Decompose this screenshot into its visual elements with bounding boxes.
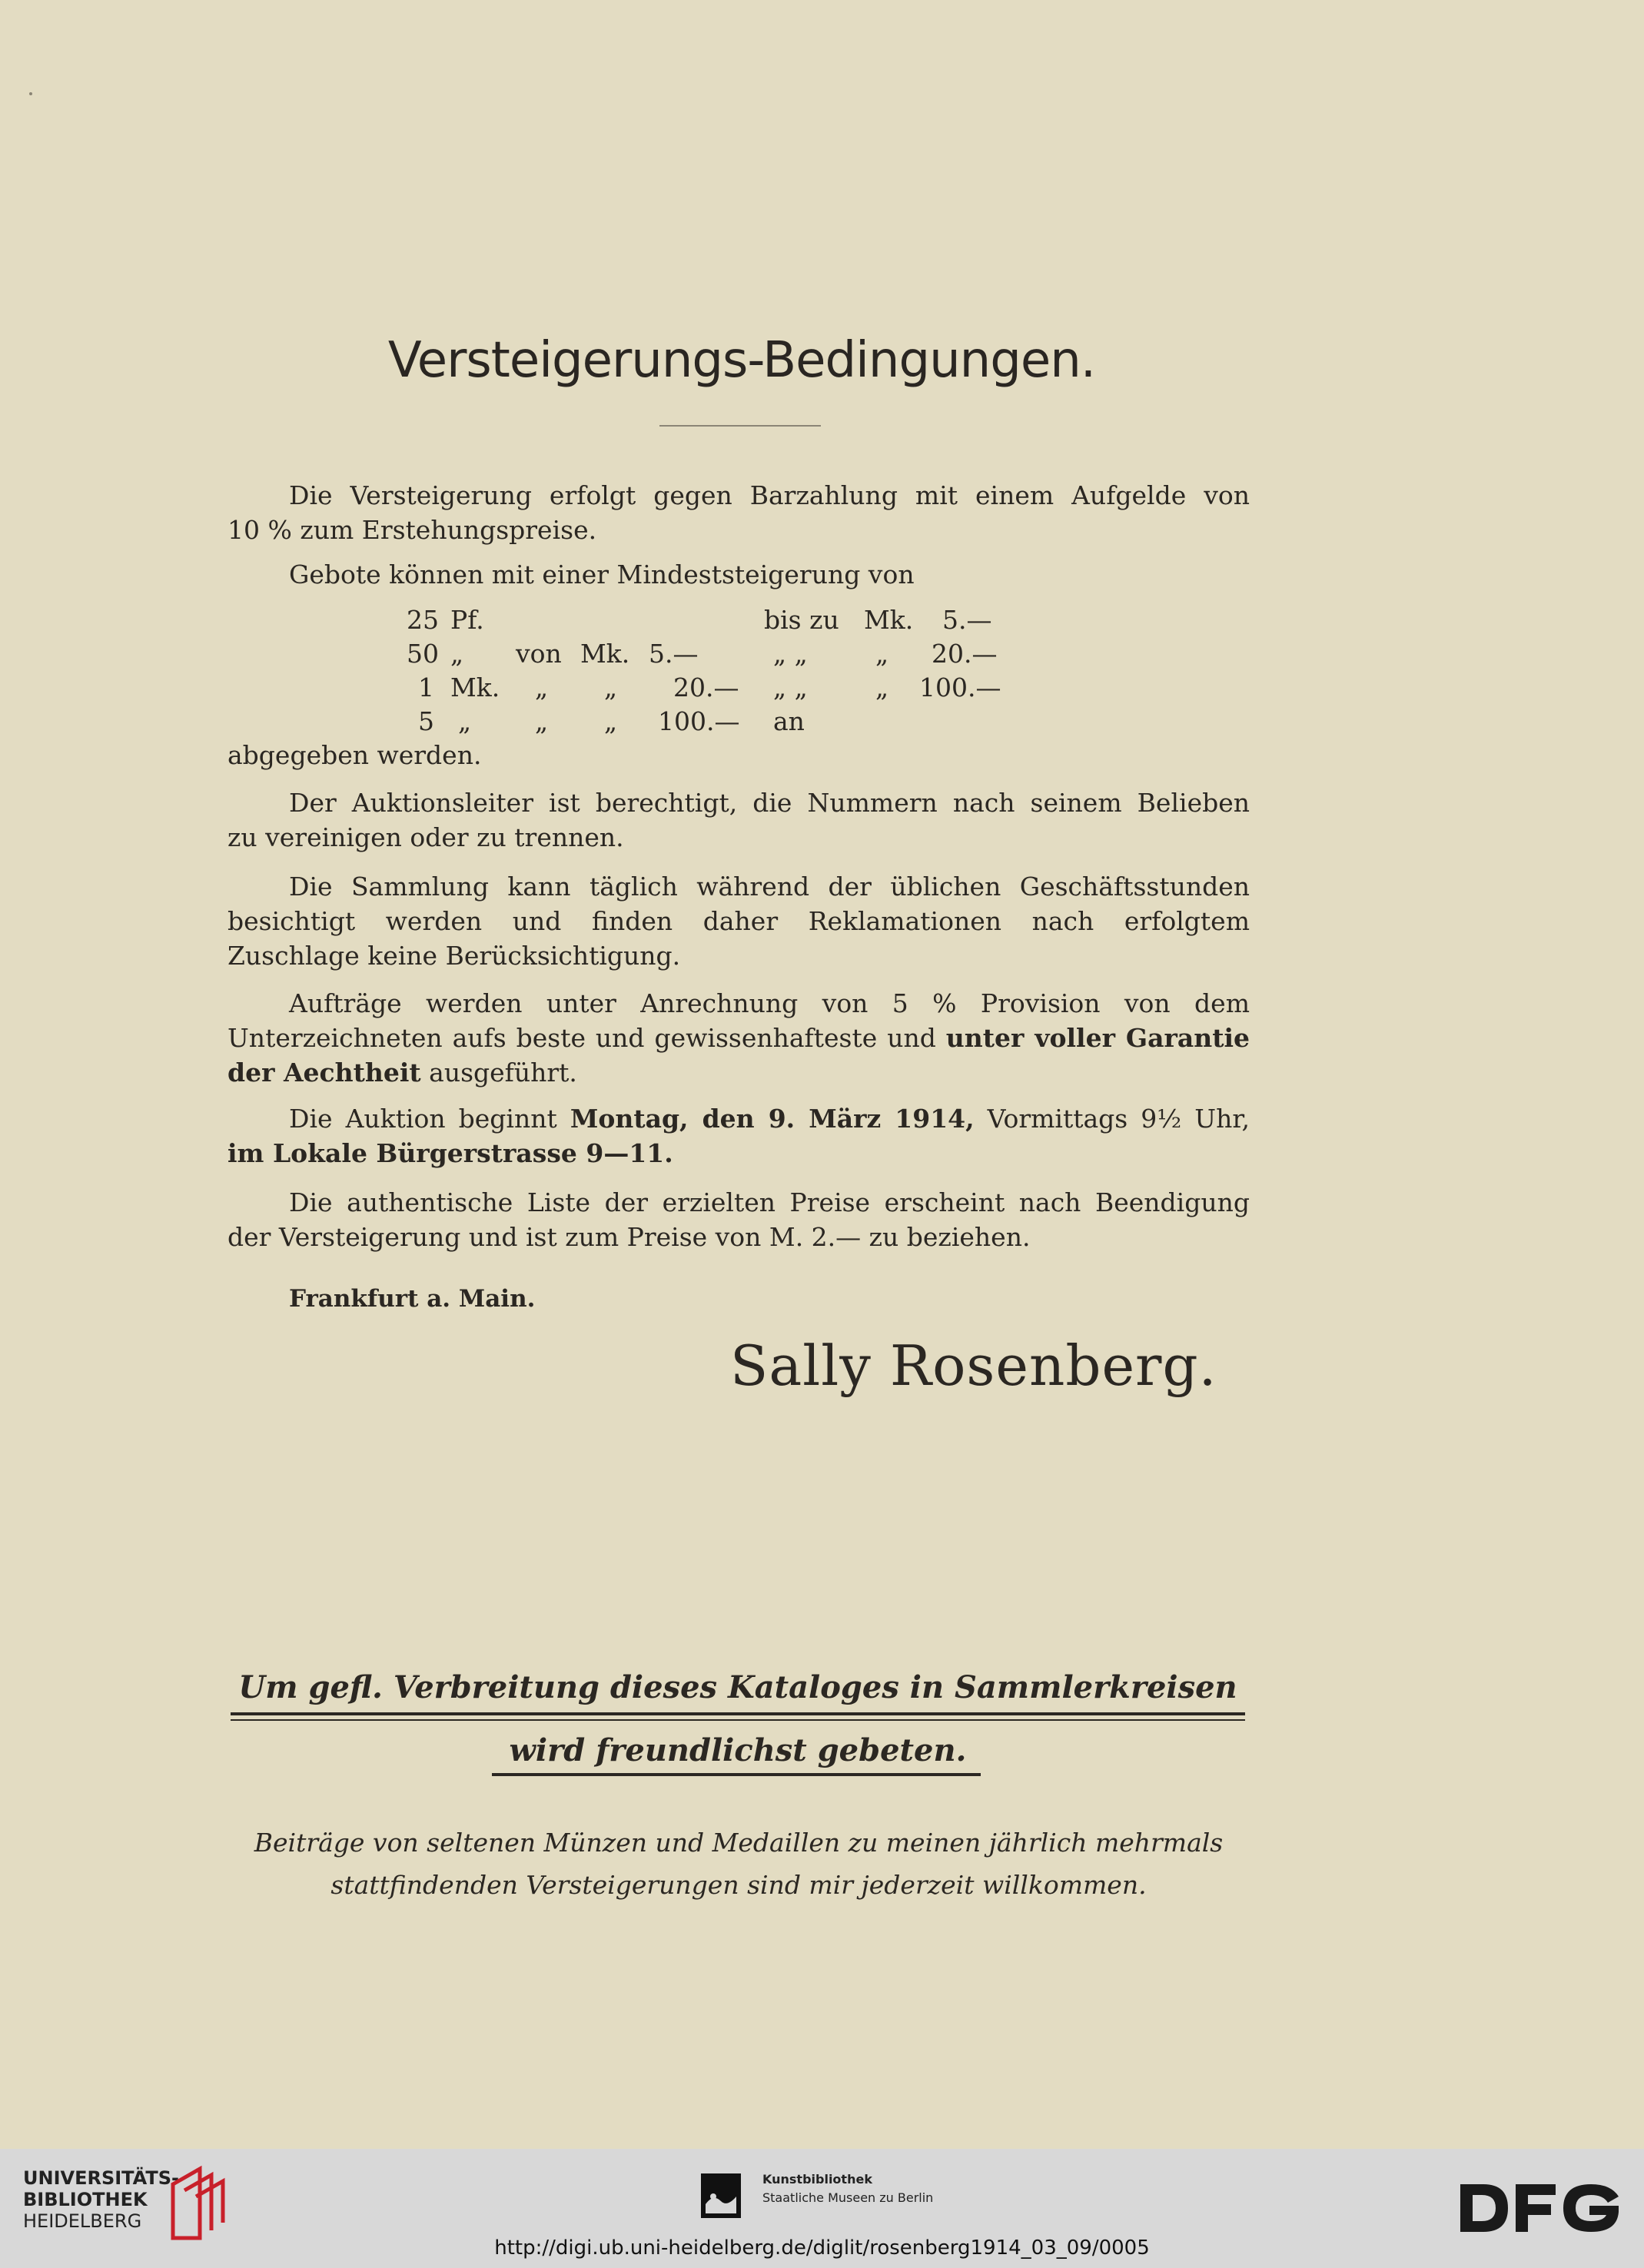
to-label: bis zu: [764, 605, 839, 635]
text-line: Zuschlage keine Berücksichtigung.: [228, 941, 681, 971]
dfg-logo-icon: [1460, 2181, 1622, 2235]
text-line: Die authentische Liste der erzielten Preise erscheint nach Beendigung: [289, 1187, 1250, 1217]
increment-unit: „: [458, 706, 472, 736]
table-row: [228, 705, 1073, 739]
kunstbibliothek-logo-icon: [701, 2173, 741, 2218]
increment-amount: 50: [407, 639, 439, 669]
contribution-note: [228, 1821, 1250, 1906]
paragraph-bids-end: [228, 738, 1250, 772]
to-unit: „: [875, 639, 889, 669]
notice-line-2: wird freundlichst gebeten.: [509, 1732, 967, 1768]
table-row: [228, 603, 1073, 637]
paragraph-commissions: [228, 986, 1250, 1090]
from-value: 5.—: [649, 639, 699, 669]
bold-run: Montag, den 9. März 1914,: [570, 1104, 975, 1134]
text-run: ausgeführt.: [420, 1058, 577, 1088]
from-value: 20.—: [673, 672, 739, 702]
text-line: Gebote können mit einer Mindeststeigerung von: [289, 560, 915, 589]
to-label: „ „: [773, 639, 808, 669]
kb-line: Kunstbibliothek: [762, 2172, 872, 2187]
to-unit: Mk.: [864, 605, 914, 635]
paragraph-bids: [228, 557, 1250, 592]
ub-line: UNIVERSITÄTS-: [23, 2167, 180, 2189]
notice-line-1: Um gefl. Verbreitung dieses Kataloges in Sammlerkreisen: [238, 1669, 1237, 1705]
text-line: [228, 1136, 1250, 1171]
digitization-footer: [0, 2149, 1644, 2268]
from-label: „: [535, 706, 549, 736]
increment-unit: Mk.: [450, 672, 500, 702]
notice-underline: [231, 1712, 1245, 1715]
paragraph-price-list: [228, 1185, 1250, 1254]
from-unit: „: [604, 706, 618, 736]
increment-unit: Pf.: [450, 605, 484, 635]
text-line: der Versteigerung und ist zum Preise von M. 2.— zu beziehen.: [228, 1222, 1031, 1252]
page-title: Versteigerungs-Bedingungen.: [387, 332, 1096, 389]
paragraph-auctioneer: [228, 785, 1250, 855]
notice-underline: [492, 1773, 981, 1776]
from-unit: „: [604, 672, 618, 702]
table-row: [228, 637, 1073, 671]
text-line: Aufträge werden unter Anrechnung von 5 % Provision von dem: [289, 988, 1250, 1018]
text-line: Beiträge von seltenen Münzen und Medaillen zu meinen jährlich mehrmals: [254, 1828, 1224, 1858]
increment-amount: 25: [407, 605, 439, 635]
to-value: 100.—: [919, 672, 1001, 702]
text-line: Die Versteigerung erfolgt gegen Barzahlung mit einem Aufgelde von: [289, 480, 1250, 510]
bold-run: im Lokale Bürgerstrasse 9—11.: [228, 1138, 673, 1168]
to-label: „ „: [773, 672, 808, 702]
ub-line: BIBLIOTHEK: [23, 2189, 148, 2210]
text-line: 10 % zum Erstehungspreise.: [228, 515, 597, 545]
ub-heidelberg-text: [23, 2167, 179, 2232]
paragraph-viewing: [228, 869, 1250, 973]
kunstbibliothek-text: [762, 2170, 933, 2207]
text-line: besichtigt werden und finden daher Reklamationen nach erfolgtem: [228, 906, 1250, 936]
kb-line: Staatliche Museen zu Berlin: [762, 2190, 934, 2205]
page-url[interactable]: http://digi.ub.uni-heidelberg.de/diglit/rosenberg1914_03_09/0005: [494, 2236, 1150, 2260]
text-line: [228, 1021, 1250, 1055]
to-value: 5.—: [942, 605, 992, 635]
place-line: Frankfurt a. Main.: [289, 1285, 536, 1313]
title-divider: [659, 425, 821, 427]
text-line: zu vereinigen oder zu trennen.: [228, 822, 624, 852]
from-value: 100.—: [658, 706, 740, 736]
from-unit: Mk.: [580, 639, 630, 669]
from-label: von: [516, 639, 562, 669]
ub-heidelberg-logo-icon: [165, 2161, 227, 2246]
to-label: an: [773, 706, 805, 736]
text-line: abgegeben werden.: [228, 740, 482, 770]
increment-unit: „: [450, 639, 464, 669]
to-unit: „: [875, 672, 889, 702]
text-run: Vormittags 9½ Uhr,: [974, 1104, 1250, 1134]
text-line: Die Sammlung kann täglich während der üblichen Geschäftsstunden: [289, 872, 1250, 902]
to-value: 20.—: [932, 639, 998, 669]
paragraph-auction-date: [228, 1101, 1250, 1171]
from-label: „: [535, 672, 549, 702]
paragraph-payment: [228, 478, 1250, 547]
text-run: Die Auktion beginnt: [289, 1104, 570, 1134]
text-line: [228, 1055, 1250, 1090]
signature: Sally Rosenberg.: [730, 1333, 1217, 1398]
bold-run: der Aechtheit: [228, 1058, 421, 1088]
paper-speck: [29, 92, 32, 95]
increment-amount: 1: [418, 672, 434, 702]
text-run: Unterzeichneten aufs beste und gewissenhafteste und: [228, 1023, 946, 1053]
ub-line: HEIDELBERG: [23, 2210, 142, 2232]
bold-run: unter voller Garantie: [945, 1023, 1250, 1053]
text-line: Der Auktionsleiter ist berechtigt, die Nummern nach seinem Belieben: [289, 788, 1250, 818]
text-line: stattfindenden Versteigerungen sind mir jederzeit willkommen.: [330, 1870, 1147, 1900]
table-row: [228, 671, 1073, 705]
increment-amount: 5: [418, 706, 434, 736]
notice-underline: [231, 1719, 1245, 1721]
text-line: [228, 1101, 1250, 1136]
